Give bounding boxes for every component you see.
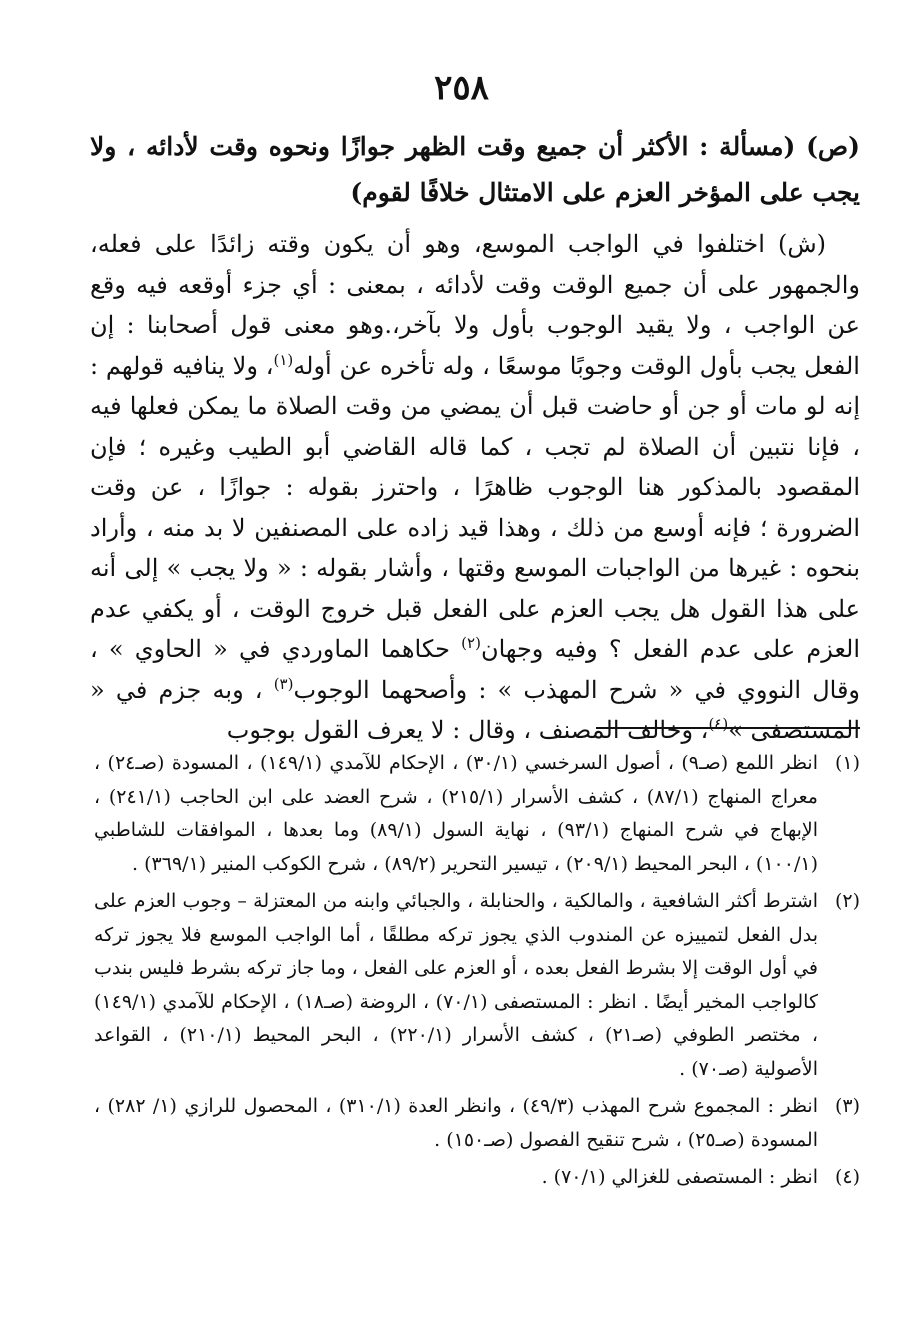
footnote-number: (٤) [834, 1166, 860, 1188]
footnote-text: اشترط أكثر الشافعية ، والمالكية ، والحنابلة ، والجبائي وابنه من المعتزلة – وجوب العزم على بدل الفعل لتمييزه عن المندوب الذي يجوز تركه مطلقًا ، أما الواجب الموسع فلا يجوز تركه في أول الوقت إلا بشرط الفعل بعده ، أو العزم على الفعل ، وما جاز تركه بشرط فليس بندب كالواجب المخير أيضًا . انظر : المستصفى (٧٠/١) ، الروضة (صـ١٨) ، الإحكام للآمدي (١٤٩/١) ، مختصر الطوفي (صـ٢١) ، كشف الأسرار (٢٢٠/١) ، البحر المحيط (٢١٠/١) ، القواعد الأصولية (صـ٧٠) . [94, 890, 818, 1080]
footnote-number: (١) [834, 752, 860, 774]
footnote-1 [94, 747, 860, 881]
sharh-paragraph [90, 224, 860, 751]
footnote-ref-3: (٣) [273, 674, 294, 693]
footnote-text: انظر اللمع (صـ٩) ، أصول السرخسي (٣٠/١) ، الإحكام للآمدي (١٤٩/١) ، المسودة (صـ٢٤) ، معراج المنهاج (٨٧/١) ، كشف الأسرار (٢١٥/١) ، شرح العضد على ابن الحاجب (٢٤١/١) ، الإبهاج في شرح المنهاج (٩٣/١) ، نهاية السول (٨٩/١) وما بعدها ، الموافقات للشاطبي (١٠٠/١) ، البحر المحيط (٢٠٩/١) ، تيسير التحرير (٨٩/٢) ، شرح الكوكب المنير (٣٦٩/١) . [94, 752, 818, 875]
footnote-ref-1: (١) [273, 350, 294, 369]
sharh-text-part-5: ، وخالف المصنف ، وقال : لا يعرف القول بوجوب [226, 716, 709, 744]
footnote-text: انظر : المجموع شرح المهذب (٤٩/٣) ، وانظر العدة (٣١٠/١) ، المحصول للرازي (١/ ٢٨٢) ، المسودة (صـ٢٥) ، شرح تنقيح الفصول (صـ١٥٠) . [94, 1095, 818, 1151]
footnotes [94, 747, 860, 1195]
footnote-4 [94, 1161, 860, 1195]
footnote-ref-4: (٤) [708, 715, 729, 733]
sharh-text-part-4: ، وبه جزم في « المستصفى » [90, 675, 860, 744]
footnote-text: انظر : المستصفى للغزالي (٧٠/١) . [541, 1166, 818, 1188]
footnote-ref-2: (٢) [461, 634, 481, 652]
main-text [90, 124, 860, 751]
page-number: ٢٥٨ [434, 68, 489, 108]
sharh-text-part-1: (ش) اختلفوا في الواجب الموسع، وهو أن يكون وقته زائدًا على فعله، والجمهور على أن جميع الوقت وقت لأدائه ، بمعنى : أي جزء أوقعه فيه وقع عن الواجب ، ولا يقيد الوجوب بأول ولا بآخر،.وهو معنى قول أصحابنا : إن الفعل يجب بأول الوقت وجوبًا موسعًا ، وله تأخره عن أوله [90, 230, 860, 380]
footnote-number: (٢) [834, 890, 860, 912]
sharh-text-part-3: حكاهما الماوردي في « الحاوي » ، وقال النووي في « شرح المهذب » : وأصحهما الوجوب [90, 635, 861, 704]
footnote-2 [94, 885, 860, 1086]
sharh-text-part-2: ، ولا ينافيه قولهم : إنه لو مات أو جن أو حاضت قبل أن يمضي من وقت الصلاة ما يمكن فعلها فيه ، فإنا نتبين أن الصلاة لم تجب ، كما قاله القاضي أبو الطيب وغيره ؛ فإن المقصود بالمذكور هنا الوجوب ظاهرًا ، واحترز بقوله : جوازًا ، عن وقت الضرورة ؛ فإنه أوسع من ذلك ، وهذا قيد زاده على المصنفين لا بد منه ، وأراد بنحوه : غيرها من الواجبات الموسع وقتها ، وأشار بقوله : « ولا يجب » إلى أنه على هذا القول هل يجب العزم على الفعل قبل خروج الوقت ، أو يكفي عدم العزم على عدم الفعل ؟ وفيه وجهان [90, 351, 860, 663]
footnote-3 [94, 1090, 860, 1157]
footnote-number: (٣) [834, 1095, 860, 1117]
matn-paragraph: (ص) (مسألة : الأكثر أن جميع وقت الظهر جوازًا ونحوه وقت لأدائه ، ولا يجب على المؤخر العزم على الامتثال خلافًا لقوم) [90, 132, 860, 207]
footnote-divider [596, 727, 860, 729]
